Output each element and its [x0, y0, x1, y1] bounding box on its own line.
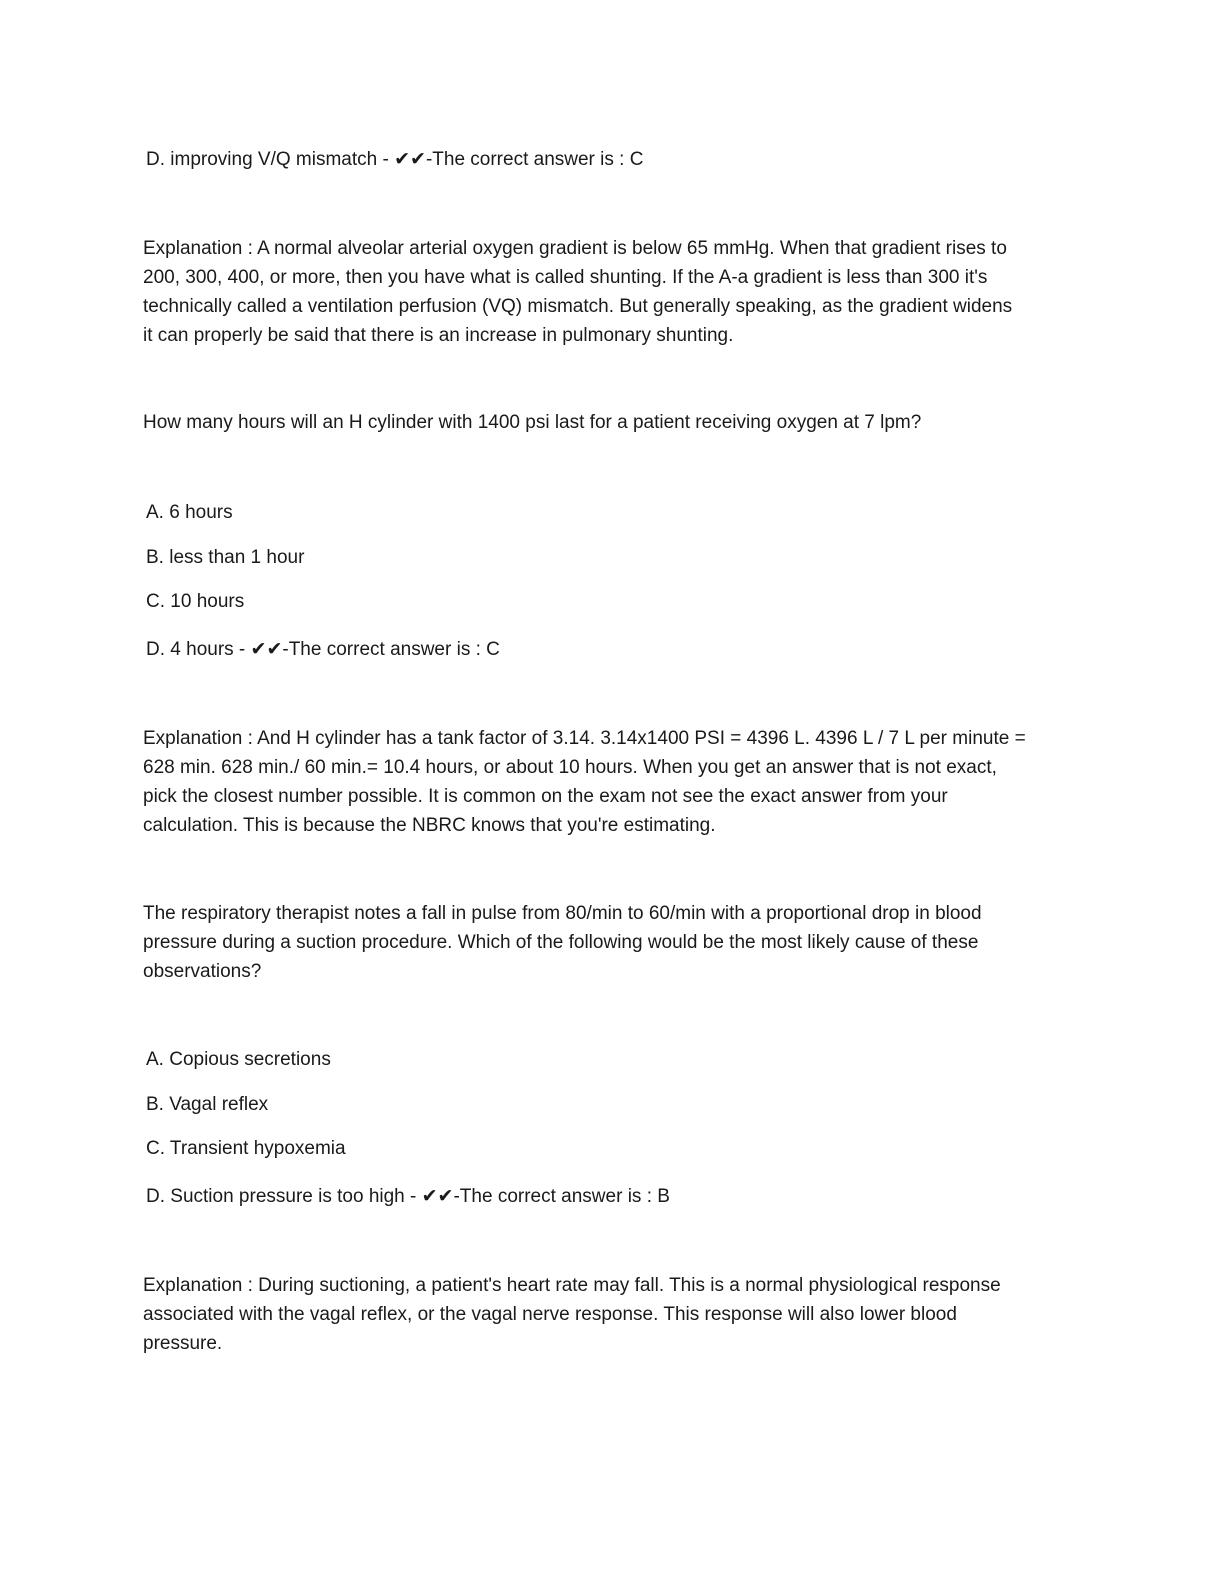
explanation-line: associated with the vagal reflex, or the vagal nerve response. This response will also lower blood	[143, 1304, 957, 1325]
explanation-line: Explanation : And H cylinder has a tank factor of 3.14. 3.14x1400 PSI = 4396 L. 4396 L / 7 L per minute =	[143, 728, 1026, 749]
question-line: The respiratory therapist notes a fall in pulse from 80/min to 60/min with a proportional drop in blood	[143, 903, 982, 924]
explanation-line: pick the closest number possible. It is common on the exam not see the exact answer from your	[143, 786, 948, 807]
explanation-line: it can properly be said that there is an increase in pulmonary shunting.	[143, 325, 734, 346]
question-line: observations?	[143, 961, 262, 982]
explanation-line: technically called a ventilation perfusion (VQ) mismatch. But generally speaking, as the gradient widens	[143, 296, 1013, 317]
suction-explanation	[143, 1271, 1073, 1358]
suction-option-d: D. Suction pressure is too high - ✔✔-The correct answer is : B	[146, 1186, 670, 1207]
suction-option-b: B. Vagal reflex	[146, 1094, 269, 1115]
explanation-line: pressure.	[143, 1333, 223, 1354]
prev-option-d: D. improving V/Q mismatch - ✔✔-The correct answer is : C	[146, 149, 644, 170]
prev-explanation	[143, 234, 1073, 350]
explanation-line: calculation. This is because the NBRC knows that you're estimating.	[143, 815, 716, 836]
question-line: pressure during a suction procedure. Which of the following would be the most likely cause of these	[143, 932, 979, 953]
suction-question	[143, 899, 1073, 986]
explanation-line: 628 min. 628 min./ 60 min.= 10.4 hours, or about 10 hours. When you get an answer that is not exact,	[143, 757, 997, 778]
cylinder-question: How many hours will an H cylinder with 1400 psi last for a patient receiving oxygen at 7 lpm?	[143, 412, 922, 433]
cylinder-option-c: C. 10 hours	[146, 591, 245, 612]
cylinder-explanation	[143, 724, 1073, 840]
cylinder-option-d: D. 4 hours - ✔✔-The correct answer is : C	[146, 639, 500, 660]
cylinder-option-b: B. less than 1 hour	[146, 547, 305, 568]
suction-option-c: C. Transient hypoxemia	[146, 1138, 346, 1159]
cylinder-option-a: A. 6 hours	[146, 502, 233, 523]
explanation-line: 200, 300, 400, or more, then you have what is called shunting. If the A-a gradient is less than 300 it's	[143, 267, 988, 288]
explanation-line: Explanation : A normal alveolar arterial oxygen gradient is below 65 mmHg. When that gradient rises to	[143, 238, 1007, 259]
suction-option-a: A. Copious secretions	[146, 1049, 331, 1070]
explanation-line: Explanation : During suctioning, a patient's heart rate may fall. This is a normal physiological response	[143, 1275, 1001, 1296]
